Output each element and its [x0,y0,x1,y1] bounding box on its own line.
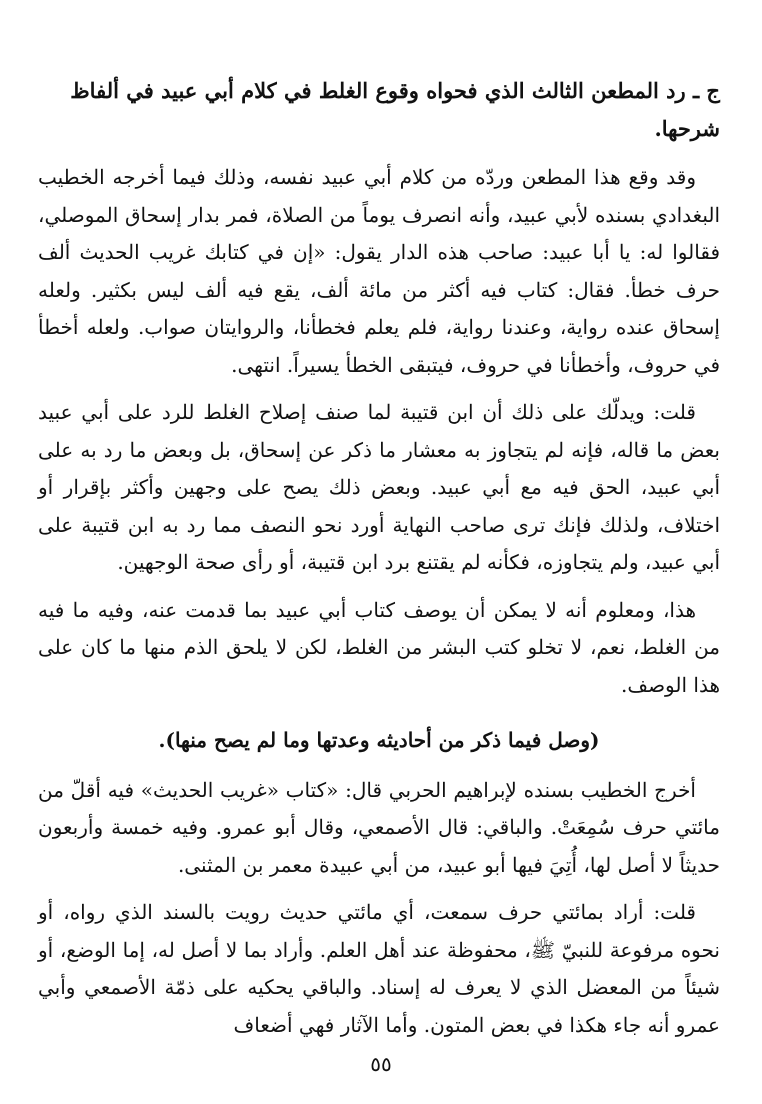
paragraph-2: قلت: ويدلّك على ذلك أن ابن قتيبة لما صنف إصلاح الغلط للرد على أبي عبيد بعض ما قاله، فإنه لم يتجاوز به معشار ما ذكر عن إسحاق، بل وبعض ما رد به على أبي عبيد، الحق فيه مع أبي عبيد. وبعض ذلك يصح على وجهين وأكثر بإقرار أو اختلاف، ولذلك فإنك ترى صاحب النهاية أورد نحو النصف مما رد به ابن قتيبة على أبي عبيد، ولم يتجاوزه، فكأنه لم يقتنع برد ابن قتيبة، أو رأى صحة الوجهين. [38,400,720,574]
sub-heading: (وصل فيما ذكر من أحاديثه وعدتها وما لم يصح منها). [158,728,600,752]
section-heading: ج ـ رد المطعن الثالث الذي فحواه وقوع الغلط في كلام أبي عبيد في ألفاظ شرحها. [70,78,720,141]
paragraph-3: هذا، ومعلوم أنه لا يمكن أن يوصف كتاب أبي عبيد بما قدمت عنه، وفيه ما فيه من الغلط، نعم، لا تخلو كتب البشر من الغلط، لكن لا يلحق الذم منها ما كان على هذا الوصف. [38,597,720,697]
page-number: ٥٥ [370,1052,392,1076]
page-body [38,72,720,1054]
paragraph-5: قلت: أراد بمائتي حرف سمعت، أي مائتي حديث رويت بالسند الذي رواه، أو نحوه مرفوعة للنبيّ ﷺ، محفوظة عند أهل العلم. وأراد بما لا أصل له، إما الوضع، أو شيئاً من المعضل الذي لا يعرف له إسناد. والباقي يحكيه على ذمّة الأصمعي وأبي عمرو أنه جاء هكذا في بعض المتون. وأما الآثار فهي أضعاف [38,900,720,1037]
paragraph-4: أخرج الخطيب بسنده لإبراهيم الحربي قال: «كتاب «غريب الحديث» فيه أقلّ من مائتي حرف سُمِعَتْ. والباقي: قال الأصمعي، وقال أبو عمرو. وفيه خمسة وأربعون حديثاً لا أصل لها، أُتِيَ فيها أبو عبيد، من أبي عبيدة معمر بن المثنى. [38,777,720,877]
paragraph-1: وقد وقع هذا المطعن وردّه من كلام أبي عبيد نفسه، وذلك فيما أخرجه الخطيب البغدادي بسنده لأبي عبيد، وأنه انصرف يوماً من الصلاة، فمر بدار إسحاق الموصلي، فقالوا له: يا أبا عبيد: صاحب هذه الدار يقول: «إن في كتابك غريب الحديث ألف حرف خطأ. فقال: كتاب فيه أكثر من مائة ألف، يقع فيه ألف ليس بكثير. ولعله إسحاق عنده رواية، وعندنا رواية، فلم يعلم فخطأنا، والروايتان صواب. ولعله أخطأ في حروف، وأخطأنا في حروف، فيتبقى الخطأ يسيراً. انتهى. [38,165,720,377]
